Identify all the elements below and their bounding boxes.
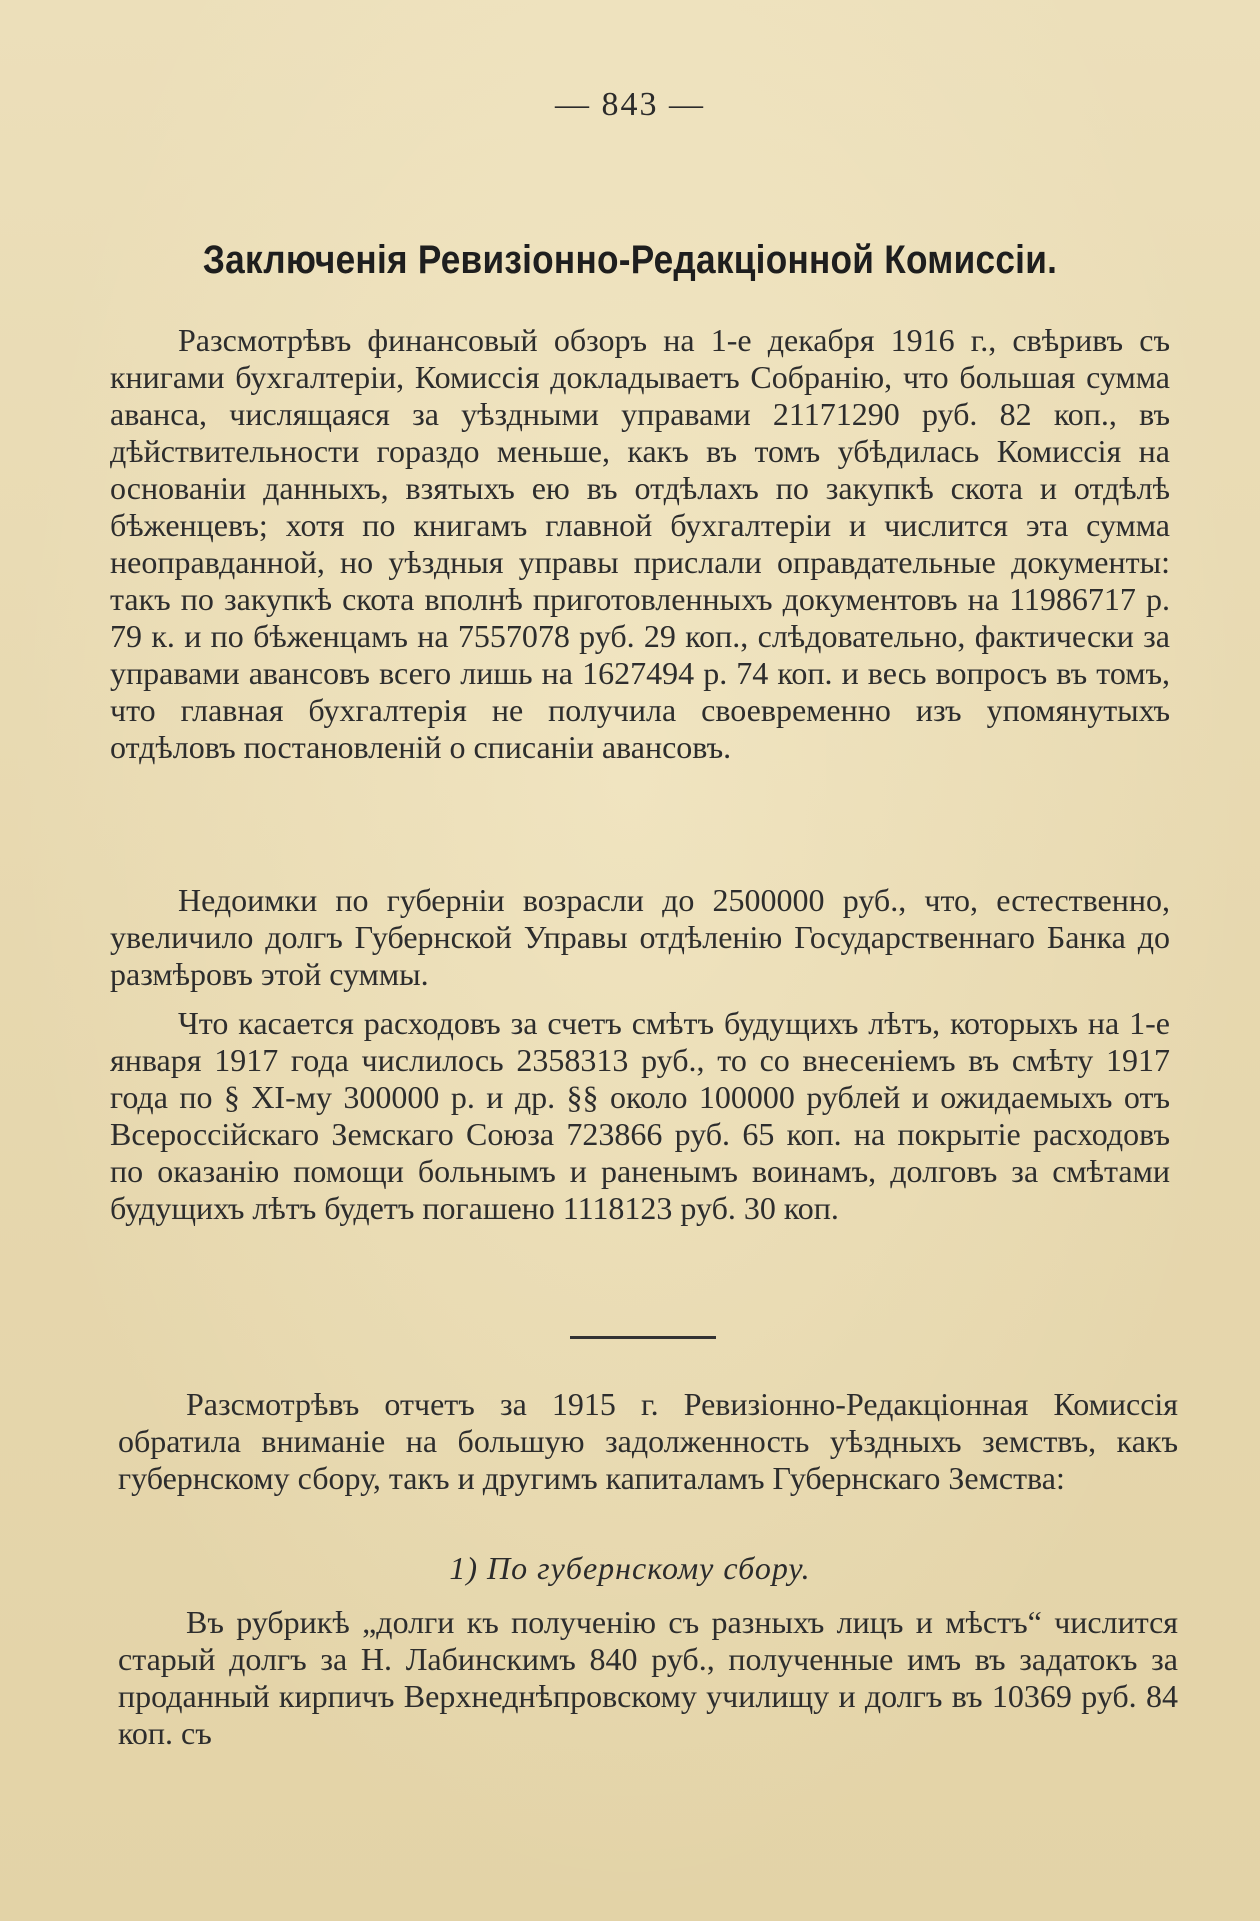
page-number: — 843 — [555,86,705,123]
section-divider [570,1336,716,1339]
section-heading: Заключенія Ревизіонно-Редакціонной Комиссіи. [202,238,1058,282]
paragraph-text: Разсмотрѣвъ финансовый обзоръ на 1-е декабря 1916 г., свѣривъ съ книгами бухгалтеріи, Комиссія докладываетъ Собранію, что большая сумма аванса, числящаяся за уѣздными управами 21171290 руб. 82 коп., въ дѣйствительности гораздо меньше, какъ въ томъ убѣдилась Комиссія на основаніи данныхъ, взятыхъ ею въ отдѣлахъ по закупкѣ скота и отдѣлѣ бѣженцевъ; хотя по книгамъ главной бухгалтеріи и числится эта сумма неоправданной, но уѣздныя управы прислали оправдательные документы: такъ по закупкѣ скота вполнѣ приготовленныхъ документовъ на 11986717 р. 79 к. и по бѣженцамъ на 7557078 руб. 29 коп., слѣдовательно, фактически за управами авансовъ всего лишь на 1627494 р. 74 коп. и весь вопросъ въ томъ, что главная бухгалтерія не получила своевременно изъ упомянутыхъ отдѣловъ постановленій о списаніи авансовъ. [110,322,1170,765]
subsection-heading: 1) По губернскому сбору. [449,1550,811,1586]
paragraph-text: Разсмотрѣвъ отчетъ за 1915 г. Ревизіонно-Редакціонная Комиссія обратила вниманіе на большую задолженность уѣздныхъ земствъ, какъ губернскому сбору, такъ и другимъ капиталамъ Губернскаго Земства: [118,1386,1178,1496]
paragraph-report-1915 [118,1386,1178,1497]
paragraph-financial-review [110,322,1170,766]
paragraph-text: Въ рубрикѣ „долги къ полученію съ разныхъ лицъ и мѣстъ“ числится старый долгъ за Н. Лабинскимъ 840 руб., полученные имъ въ задатокъ за проданный кирпичъ Верхнеднѣпровскому училищу и долгъ въ 10369 руб. 84 коп. съ [118,1604,1178,1751]
paragraph-debts [118,1604,1178,1752]
paragraph-future-estimates [110,1005,1170,1227]
paragraph-text: Что касается расходовъ за счетъ смѣтъ будущихъ лѣтъ, которыхъ на 1-е января 1917 года числилось 2358313 руб., то со внесеніемъ въ смѣту 1917 года по § ХІ-му 300000 р. и др. §§ около 100000 рублей и ожидаемыхъ отъ Всероссійскаго Земскаго Союза 723866 руб. 65 коп. на покрытіе расходовъ по оказанію помощи больнымъ и раненымъ воинамъ, долговъ за смѣтами будущихъ лѣтъ будетъ погашено 1118123 руб. 30 коп. [110,1005,1170,1226]
paragraph-arrears [110,882,1170,993]
paragraph-text: Недоимки по губерніи возрасли до 2500000 руб., что, естественно, увеличило долгъ Губернской Управы отдѣленію Государственнаго Банка до размѣровъ этой суммы. [110,882,1170,992]
